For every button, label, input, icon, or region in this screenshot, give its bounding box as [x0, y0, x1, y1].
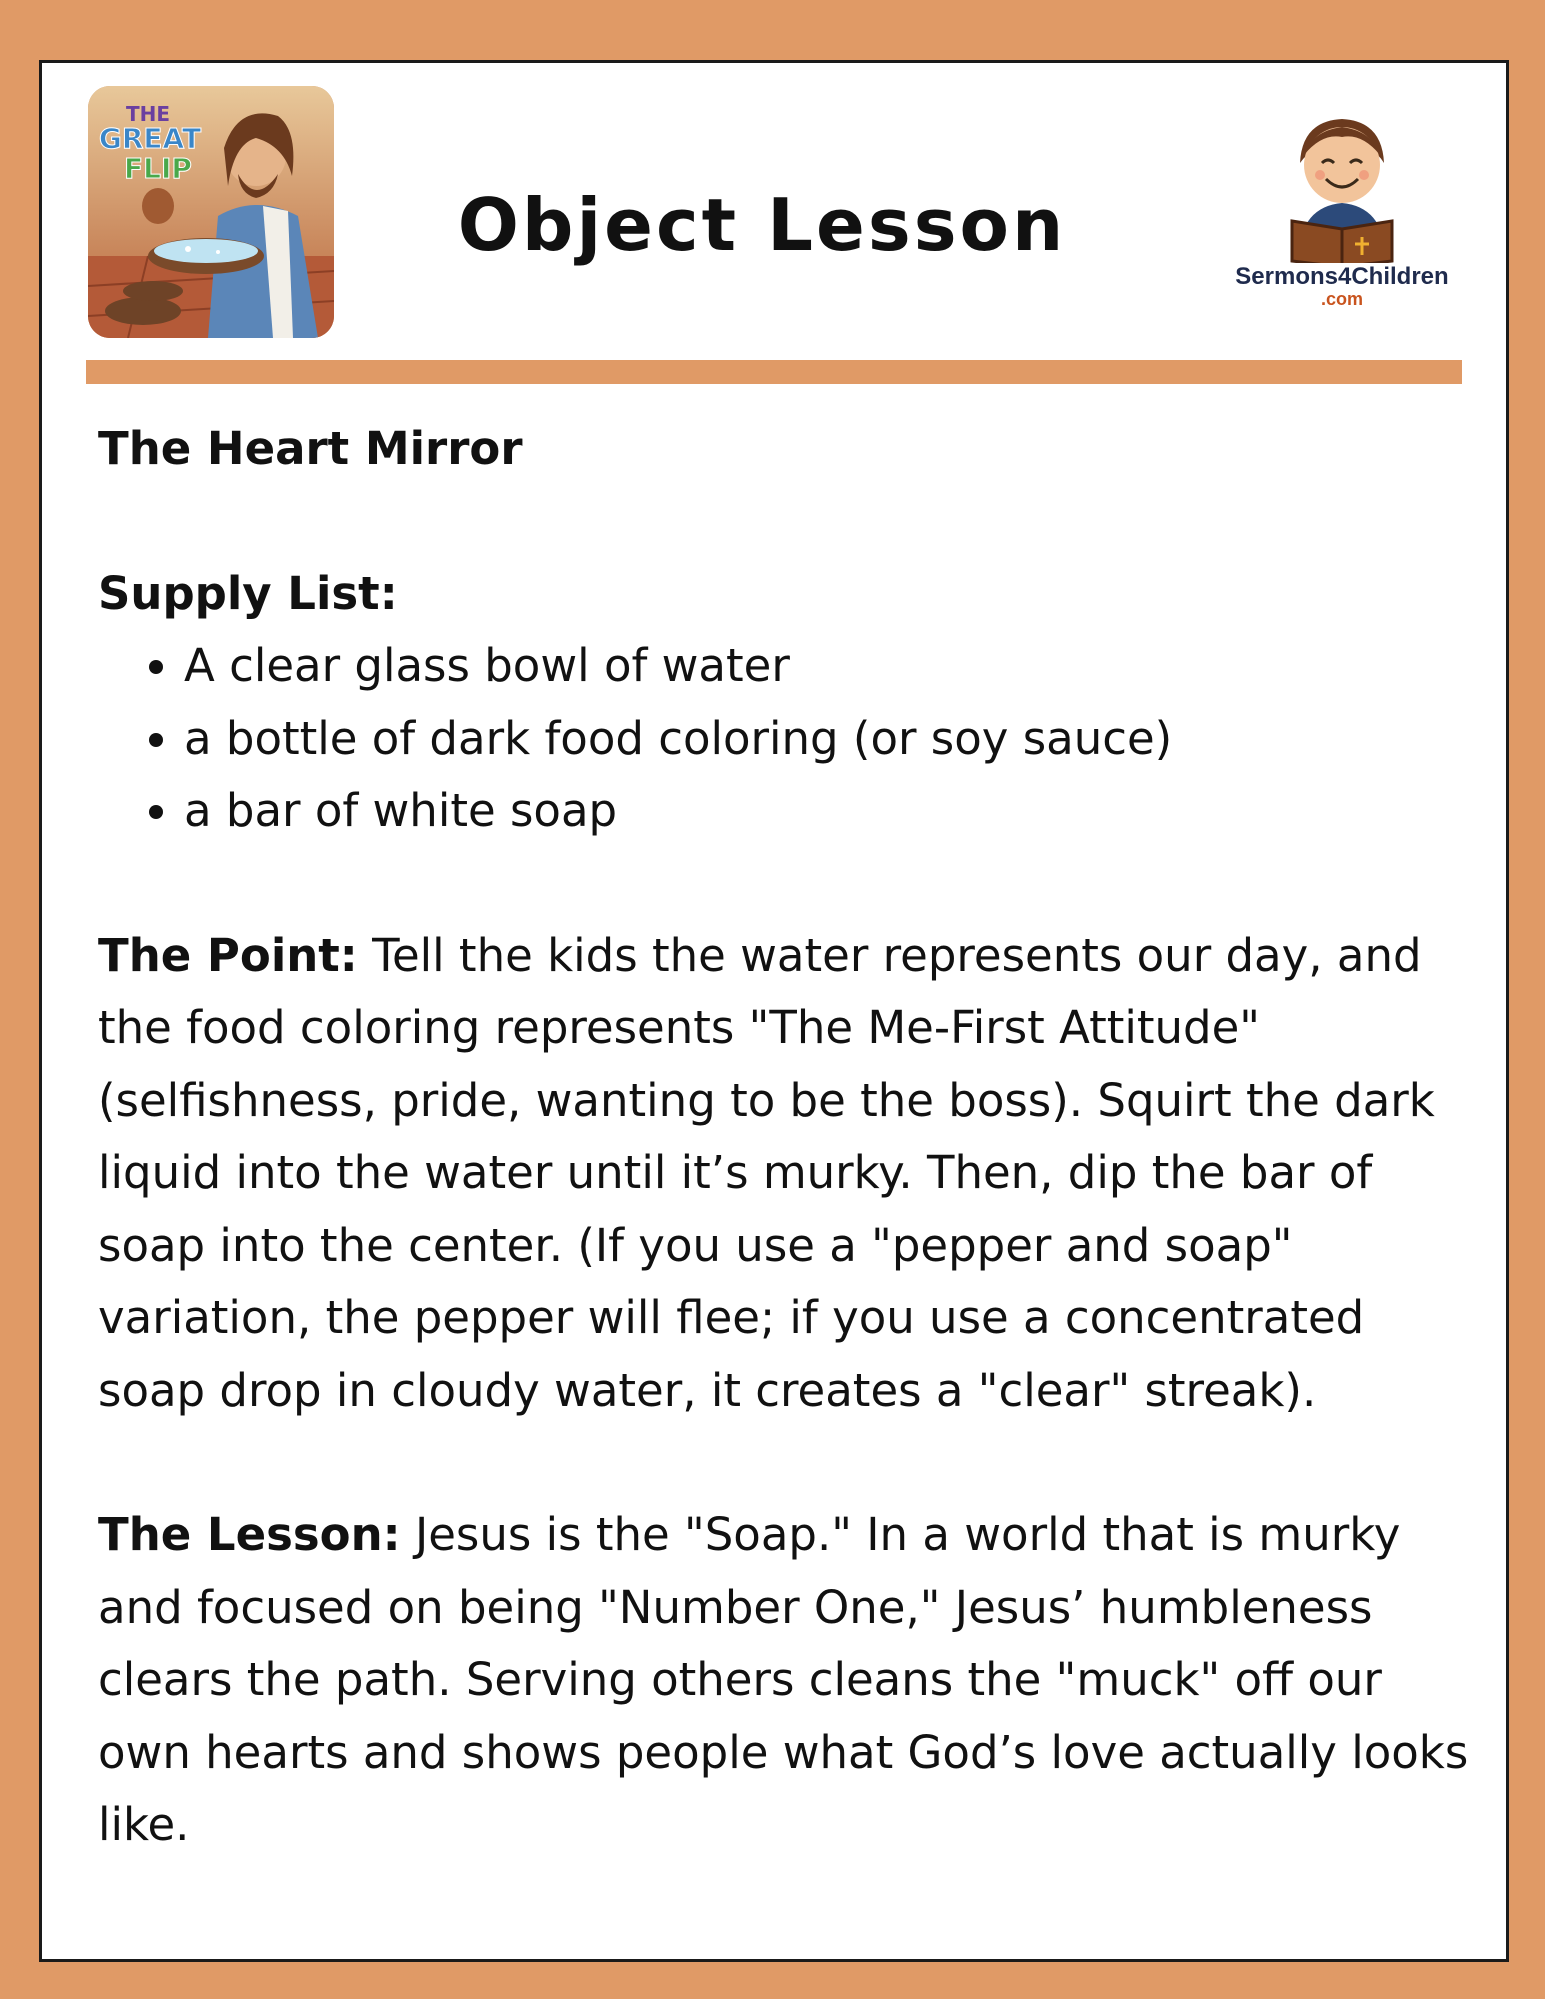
- page-title: Object Lesson: [457, 183, 1067, 267]
- brand-suffix: .com: [1320, 289, 1363, 309]
- brand-name: Sermons4Children: [1235, 263, 1449, 290]
- supply-item: • A clear glass bowl of water: [184, 630, 1478, 703]
- lesson-sheet: [39, 60, 1509, 1962]
- header-divider: [86, 360, 1462, 384]
- point-text: Tell the kids the water represents our day, and the food coloring represents "The Me-First Attitude" (selfishness, pride, wanting to be the boss). Squirt the dark liquid into the water until it’s murky. Then, dip the bar of soap into the center. (If you use a "pepper and soap" variation, the pepper will flee; if you use a concentrated soap drop in cloudy water, it creates a "clear" streak).: [98, 928, 1435, 1417]
- great-flip-illustration: [88, 86, 334, 338]
- supply-list-heading: Supply List:: [98, 566, 398, 620]
- reading-child-icon: [1222, 103, 1462, 263]
- lesson-text: Jesus is the "Soap." In a world that is murky and focused on being "Number One," Jesus’ humbleness clears the path. Serving others cleans the "muck" off our own hearts and shows people what God’s love actually looks like.: [98, 1508, 1469, 1851]
- logo-word-the: THE: [125, 102, 171, 126]
- lesson-label: The Lesson:: [98, 1508, 401, 1561]
- logo-word-great: GREAT: [98, 122, 202, 155]
- point-paragraph: [98, 920, 1478, 1428]
- lesson-title: The Heart Mirror: [98, 422, 523, 475]
- lesson-paragraph: [98, 1499, 1478, 1862]
- supply-list: [98, 630, 1478, 848]
- logo-word-flip: FLIP: [124, 152, 192, 185]
- illustration-art: [88, 86, 334, 338]
- sermons4children-logo: [1222, 103, 1462, 343]
- supply-item: • a bottle of dark food coloring (or soy sauce): [184, 703, 1478, 776]
- supply-item: • a bar of white soap: [184, 775, 1478, 848]
- point-label: The Point:: [98, 928, 358, 982]
- lesson-body: [98, 413, 1478, 1934]
